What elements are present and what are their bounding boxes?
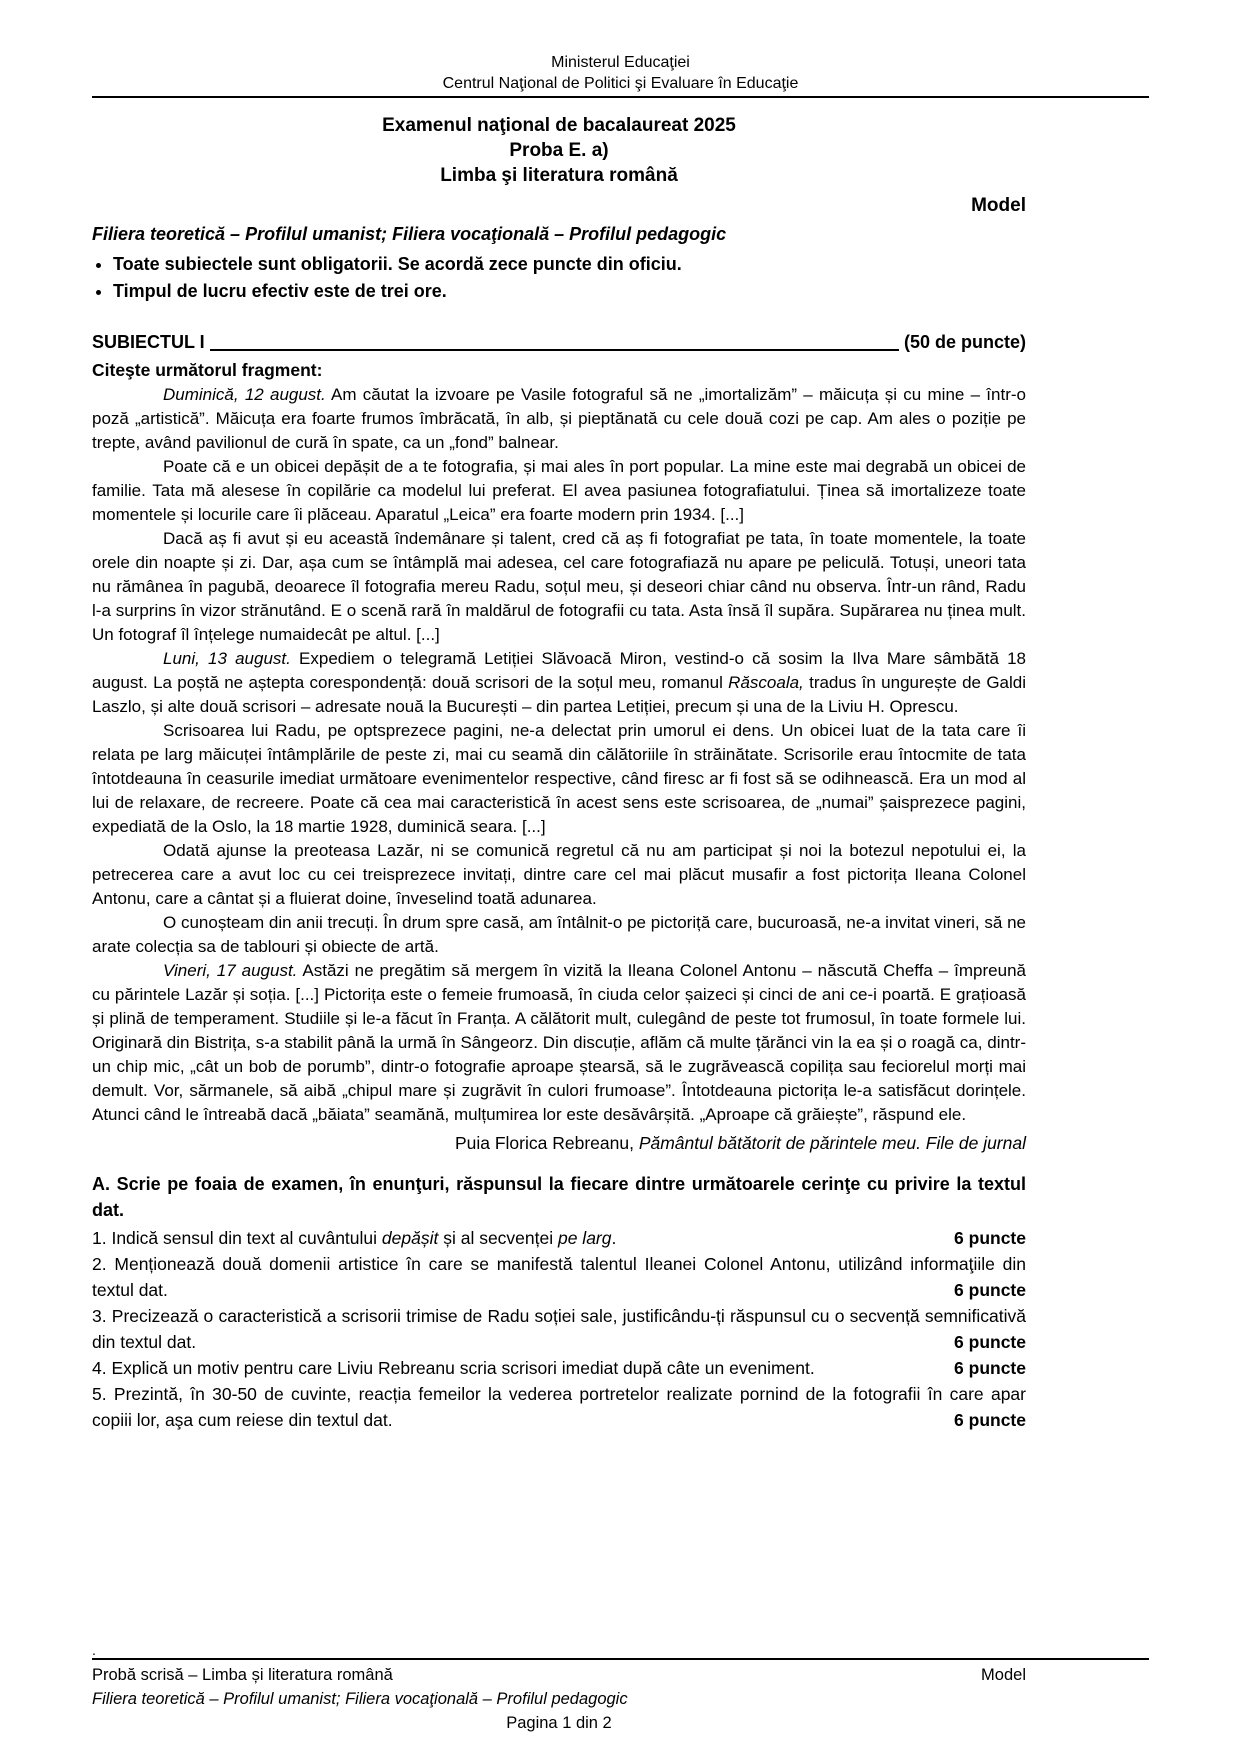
question-item — [92, 1303, 1026, 1355]
question-item — [92, 1381, 1026, 1433]
question-item — [92, 1251, 1026, 1303]
fragment-paragraph — [92, 719, 1026, 839]
question-points: 6 puncte — [954, 1410, 1026, 1430]
text-segment: O cunoșteam din anii trecuți. În drum spre casă, am întâlnit-o pe pictoriță care, bucuroasă, ne-a invitat vineri, să ne arate colecția sa de tablouri și obiecte de artă. — [92, 913, 1026, 956]
questions — [92, 1225, 1026, 1433]
question-points: 6 puncte — [954, 1228, 1026, 1248]
question-item — [92, 1355, 1026, 1381]
header-national-center: Centrul Naţional de Politici şi Evaluare în Educaţie — [442, 75, 799, 92]
instruction-item: • Toate subiectele sunt obligatorii. Se acordă zece puncte din oficiu. — [113, 251, 1026, 278]
text-segment: 1. Indică sensul din text al cuvântului — [92, 1228, 382, 1248]
text-segment: 4. Explică un motiv pentru care Liviu Rebreanu scria scrisori imediat după câte un eveniment. — [92, 1358, 815, 1378]
footer-page-number: Pagina 1 din 2 — [506, 1714, 612, 1732]
text-segment: 5. Prezintă, în 30-50 de cuvinte, reacția femeilor la vederea portretelor realizate pornind de la fotografii în care apar copiii lor, aşa cum reiese din textul dat. — [92, 1384, 1026, 1430]
fragment-paragraph — [92, 647, 1026, 719]
text-segment: Odată ajunse la preoteasa Lazăr, ni se comunică regretul că nu am participat și noi la botezul nepotului ei, la petrecerea care a avut loc cu cei treisprezece invitați, dintre care cel mai plăcut musafir a fost pictorița Ileana Colonel Antonu, care a cântat și a fluierat doine, înveselind toată adunarea. — [92, 841, 1026, 908]
exam-subject: Limba şi literatura română — [440, 165, 678, 186]
page-footer — [92, 1643, 1149, 1735]
filiera-line: Filiera teoretică – Profilul umanist; Filiera vocaţională – Profilul pedagogic — [92, 224, 727, 244]
footer-stray-dot: . — [92, 1642, 96, 1658]
text-segment: tradus în ungurește de Galdi Laszlo, și alte două scrisori – adresate nouă la București – din partea Letiției, precum și una de la Liviu H. Oprescu. — [92, 673, 1026, 716]
text-segment: Expediem o telegramă Letiției Slăvoacă Miron, vestind-o că sosim la Ilva Mare sâmbătă 18 august. La poștă ne aștepta corespondență: două scrisori de la soțul meu, romanul — [92, 649, 1026, 692]
footer-line1 — [92, 1663, 1026, 1687]
fragment-paragraph — [92, 383, 1026, 455]
header-rule — [92, 96, 1149, 98]
fragment-text — [92, 383, 1026, 1127]
header-ministry: Ministerul Educaţiei — [551, 54, 690, 71]
text-segment: 2. Menționează două domenii artistice în care se manifestă talentul Ileanei Colonel Antonu, utilizând informaţiile din textul dat. — [92, 1254, 1026, 1300]
question-item — [92, 1225, 1026, 1251]
footer-model: Model — [981, 1666, 1026, 1684]
italic-text-segment: depășit — [381, 1228, 439, 1248]
italic-text-segment: Pământul bătătorit de părintele meu. File de jurnal — [638, 1133, 1026, 1153]
fragment-intro: Citeşte următorul fragment: — [92, 360, 323, 380]
subiect1-heading-rule — [210, 349, 899, 351]
italic-text-segment: Vineri, 17 august. — [163, 961, 298, 980]
subiect1-heading-row — [92, 330, 1026, 354]
footer-proba: Probă scrisă – Limba și literatura română — [92, 1666, 393, 1684]
section-a-intro: A. Scrie pe foaia de examen, în enunţuri, răspunsul la fiecare dintre următoarele cerinţe cu privire la textul dat. — [92, 1174, 1026, 1220]
text-segment: Dacă aș fi avut și eu această îndemânare și talent, cred că aș fi fotografiat pe tata, în toate momentele, la toate orele din noapte și zi. Dar, așa cum se întâmplă mai adesea, cel care fotografiază nu apare pe peliculă. Totuși, uneori tata nu rămânea în pagubă, deoarece îl fotografia mereu Radu, soțul meu, și deseori chiar când nu observa. Într-un rând, Radu l-a surprins în vizor strănutând. E o scenă rară în maldărul de fotografii cu tata. Asta însă îl supăra. Supărarea nu ținea mult. Un fotograf îl înțelege numaidecât pe altul. [...] — [92, 529, 1026, 644]
question-points: 6 puncte — [954, 1332, 1026, 1352]
fragment-paragraph — [92, 527, 1026, 647]
text-segment: și al secvenței — [438, 1228, 558, 1248]
document-body — [92, 113, 1026, 1433]
text-segment: Puia Florica Rebreanu, — [454, 1133, 639, 1153]
footer-rule — [92, 1658, 1149, 1660]
attribution — [92, 1130, 1026, 1157]
italic-text-segment: pe larg — [557, 1228, 612, 1248]
text-segment: Scrisoarea lui Radu, pe optsprezece pagini, ne-a delectat prin umorul ei dens. Un obicei luat de la tata care îi relata pe larg măicuței întâmplările de peste zi, mai cu seamă din călătoriile în străinătate. Scrisorile erau întocmite de tata întotdeauna în ceasurile imediat următoare evenimentelor respective, când firesc ar fi fost să se odihnească. Era un mod al lui de relaxare, de recreere. Poate că cea mai caracteristică în acest sens este scrisoarea, de „numai” șaisprezece pagini, expediată de la Oslo, la 18 martie 1928, duminică seara. [...] — [92, 721, 1026, 836]
model-label: Model — [971, 195, 1026, 216]
text-segment: 3. Precizează o caracteristică a scrisorii trimise de Radu soției sale, justificându-ți răspunsul cu o secvență semnificativă din textul dat. — [92, 1306, 1026, 1352]
fragment-paragraph — [92, 959, 1026, 1127]
text-segment: Am căutat la izvoare pe Vasile fotograful să ne „imortalizăm” – măicuța și cu mine – într-o poză „artistică”. Măicuța era foarte frumos îmbrăcată, în alb, și pieptănată cu cele două cozi pe cap. Am ales o poziție pe trepte, având pavilionul de cură în spate, ca un „fond” balnear. — [92, 385, 1026, 452]
subiect1-heading: SUBIECTUL I — [92, 332, 205, 352]
instructions-list — [92, 251, 1026, 305]
footer-filiera: Filiera teoretică – Profilul umanist; Filiera vocaţională – Profilul pedagogic — [92, 1690, 628, 1708]
exam-title: Examenul naţional de bacalaureat 2025 — [382, 115, 736, 136]
exam-proba: Proba E. a) — [509, 140, 609, 161]
text-segment: Poate că e un obicei depășit de a te fotografia, și mai ales în port popular. La mine este mai degrabă un obicei de familie. Tata mă alesese în copilărie ca modelul lui preferat. El avea pasiunea fotografiatului. Ținea să imortalizeze toate momentele și locurile care îi plăceau. Aparatul „Leica” era foarte modern prin 1934. [...] — [92, 457, 1026, 524]
italic-text-segment: Luni, 13 august. — [163, 649, 291, 668]
fragment-paragraph — [92, 839, 1026, 911]
text-segment: Astăzi ne pregătim să mergem în vizită la Ileana Colonel Antonu – născută Cheffa – împreună cu părintele Lazăr și soția. [...] Pictorița este o femeie frumoasă, în ciuda celor șaizeci și cinci de ani ce-i poartă. E grațioasă și plină de temperament. Studiile și le-a făcut în Franța. A călătorit mult, culegând de peste tot frumosul, în toate formele lui. Originară din Bistrița, s-a stabilit până la urmă în Sângeorz. Din discuție, aflăm că multe țărănci vin la ea și o roagă ca, dintr-un chip mic, „cât un bob de porumb”, dintr-o fotografie aproape ștearsă, să le zugrăvească copilița sau feciorelul morți mai demult. Vor, sărmanele, să aibă „chipul mare și zugrăvit în culori frumoase”. Întotdeauna pictorița le-a satisfăcut dorințele. Atunci când le întreabă dacă „băiata” seamănă, mulțumirea lor este desăvârșită. „Aproape că grăiește”, răspund ele. — [92, 961, 1026, 1124]
text-segment: . — [611, 1228, 617, 1248]
fragment-paragraph — [92, 911, 1026, 959]
italic-text-segment: Răscoala, — [728, 673, 804, 692]
question-points: 6 puncte — [954, 1280, 1026, 1300]
page-header — [92, 0, 1149, 98]
instruction-item: • Timpul de lucru efectiv este de trei ore. — [113, 278, 1026, 305]
fragment-paragraph — [92, 455, 1026, 527]
exam-title-block — [92, 113, 1026, 188]
question-points: 6 puncte — [954, 1358, 1026, 1378]
subiect1-points: (50 de puncte) — [903, 332, 1026, 352]
italic-text-segment: Duminică, 12 august. — [163, 385, 326, 404]
